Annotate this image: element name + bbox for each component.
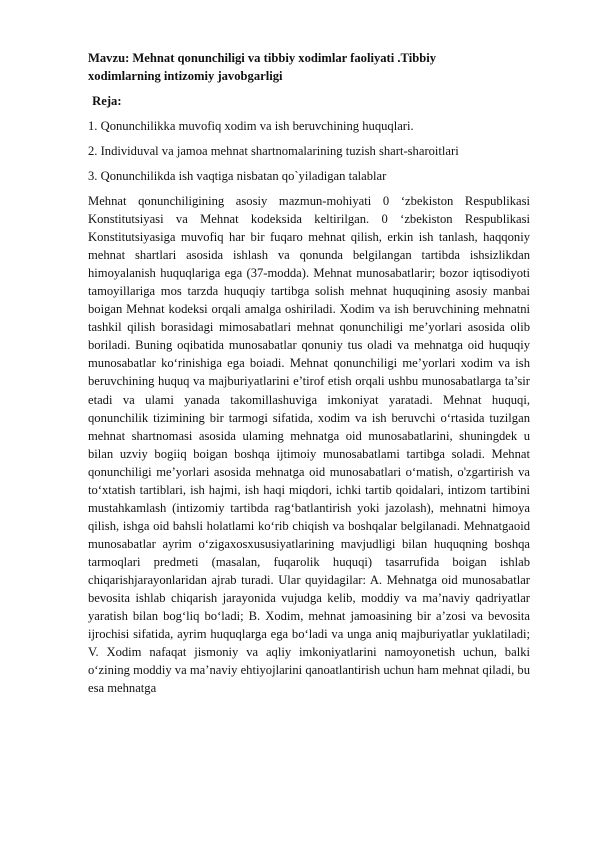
body-paragraph: Mehnat qonunchiligining asosiy mazmun-mohiyati 0 ‘zbekiston Respublikasi Konstitutsiyasi va Mehnat kodeksida keltirilgan. 0 ‘zbekiston Respublikasi Konstitutsiyasiga muvofiq har bir fuqaro mehnat qilish, erkin ish tanlash, haqqoniy mehnat shartlari asosida ishlash va qonunda belgilangan tartibda ishsizlikdan himoyalanish huquqlariga ega (37-modda). Mehnat munosabatlarir; bozor iqtisodiyoti tamoyillariga mos tarzda huquqiy tartibga solish mehnat huquqining asosiy manbai boigan Mehnat kodeksi orqali amalga oshiriladi. Xodim va ish beruvchining mehnatni tashkil qilish borasidagi mimosabatlari mehnat qonunchiligi me’yorlari asosida olib boriladi. Buning oqibatida munosabatlar qonuniy tus oladi va mehnatga oid huquqiy munosabatlar ko‘rinishiga ega boiadi. Mehnat qonunchiligi me’yorlari xodim va ish beruvchining huquq va majburiyatlarini e’tirof etish orqali ushbu munosabatlarga ta’sir etadi va ulami yanada takomillashuviga imkoniyat yaratadi. Mehnat huquqi, qonunchilik tizimining bir tarmogi sifatida, xodim va ish beruvchi o‘rtasida tuzilgan mehnat shartnomasi asosida ulaming mehnatga oid munosabatlarini, shuningdek u bilan uzviy bogiiq boigan boshqa ijtimoiy munosabatlami tartibga soladi. Mehnat qonunchiligi me’yorlari asosida mehnatga oid munosabatlari o‘matish, o'zgartirish va to‘xtatish tartiblari, ish hajmi, ish haqi miqdori, ichki tartib qoidalari, intizom tartibini mustahkamlash (intizomiy tartibda rag‘batlantirish yoki jazolash), mehnatni himoya qilish, ishga oid bahsli holatlami ko‘rib chiqish va boshqalar belgilanadi. Mehnatgaoid munosabatlar ayrim o‘zigaxosxususiyatlarining mavjudligi bilan huquqning boshqa tarmoqlari predmeti (masalan, fuqarolik huquqi) tasarrufida boigan ishlab chiqarishjarayonlaridan ajrab turadi. Ular quyidagilar: A. Mehnatga oid munosabatlar bevosita ishlab chiqarish jarayonida vujudga kelib, moddiy va ma’naviy qadriyatlar yaratish bilan bog‘liq bo‘ladi; B. Xodim, mehnat jamoasining bir a’zosi va bevosita ijrochisi sifatida, ayrim huquqlarga ega bo‘ladi va unga aniq majburiyatlar yuklatiladi; V. Xodim nafaqat jismoniy va aqliy imkoniyatlarini namoyonetish uchun, balki o‘zining moddiy va ma’naviy ehtiyojlarini qanoatlantirish uchun ham mehnat qiladi, bu esa mehnatga <box>88 194 530 696</box>
plan-item-1: 1. Qonunchilikka muvofiq xodim va ish beruvchining huquqlari. <box>88 119 414 133</box>
plan-list <box>88 117 530 185</box>
plan-item-2: 2. Individuval va jamoa mehnat shartnomalarining tuzish shart-sharoitlari <box>88 144 459 158</box>
plan-heading: Reja: <box>89 94 122 108</box>
document-title <box>88 49 530 85</box>
title-line-1: Mavzu: Mehnat qonunchiligi va tibbiy xodimlar faoliyati .Tibbiy <box>88 51 437 65</box>
plan-item-3: 3. Qonunchilikda ish vaqtiga nisbatan qo`yiladigan talablar <box>88 169 387 183</box>
document-page <box>88 49 530 697</box>
title-line-2: xodimlarning intizomiy javobgarligi <box>88 69 283 83</box>
